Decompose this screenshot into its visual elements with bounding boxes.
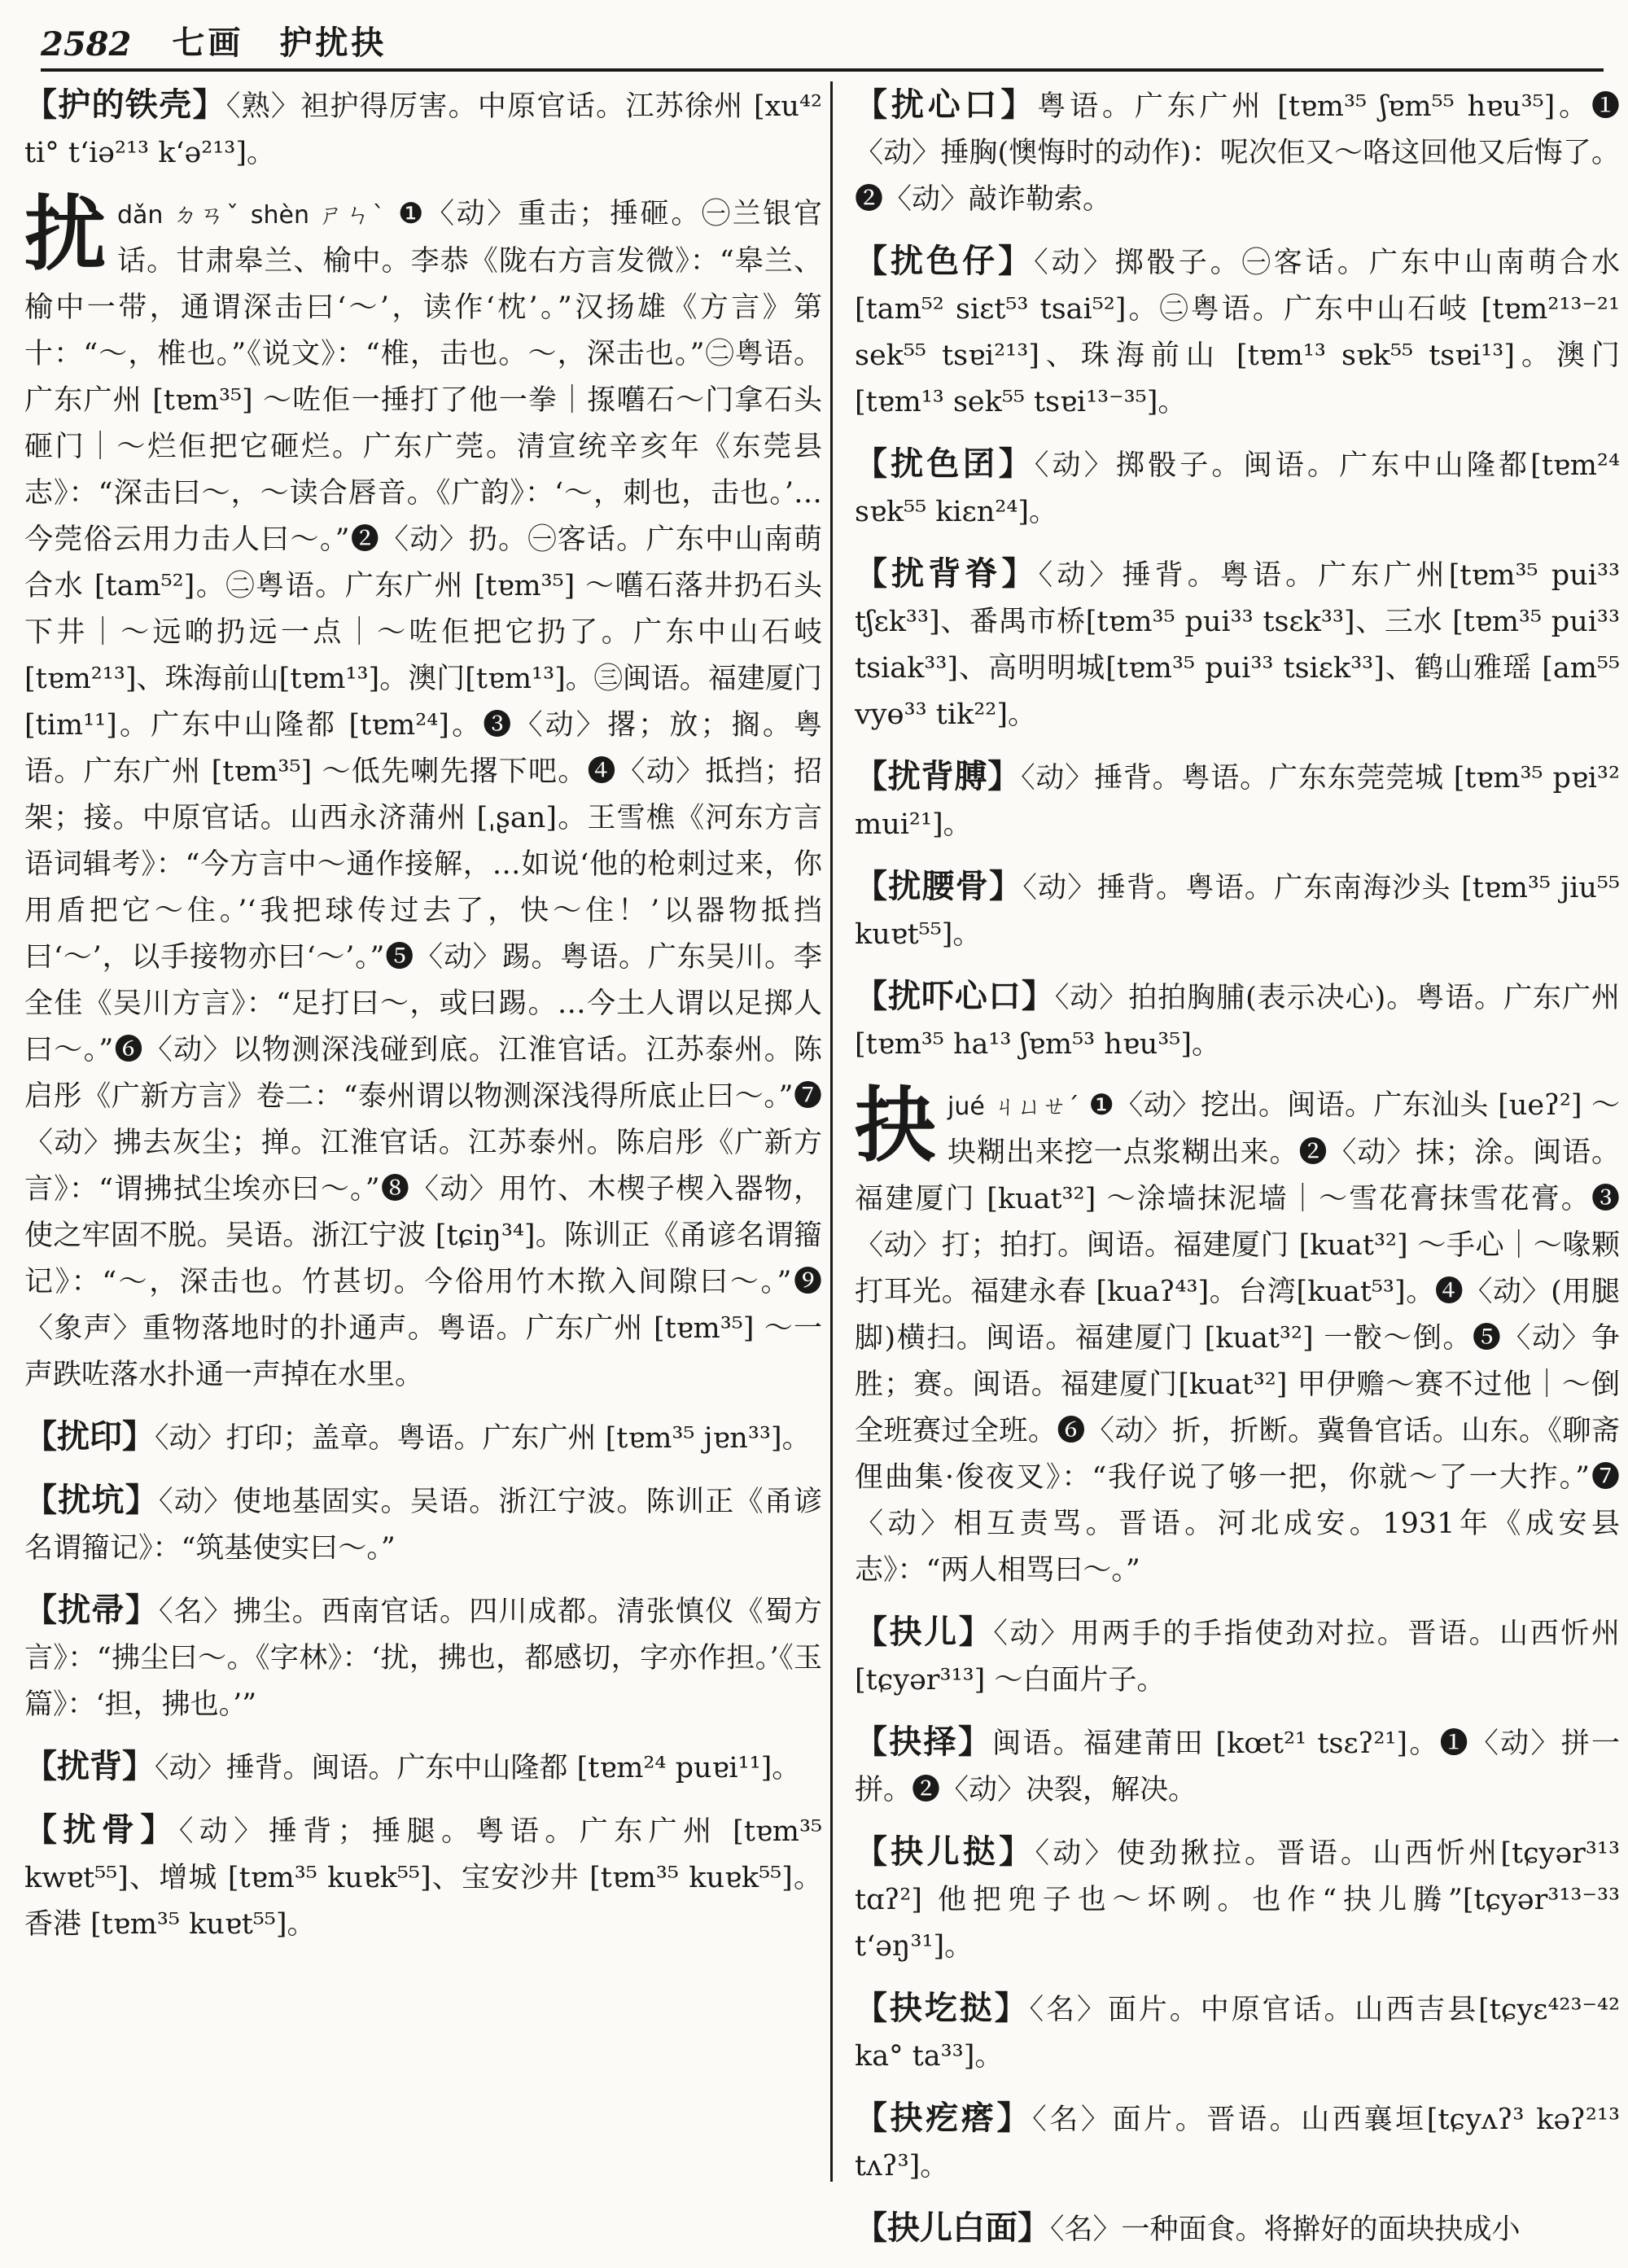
dictionary-entry: [24, 1587, 822, 1728]
definition: 〈动〉捶背。粤语。广东南海沙头 [tɐm³⁵ jiu⁵⁵ kuɐt⁵⁵]。: [855, 872, 1620, 951]
dictionary-entry: [855, 440, 1620, 536]
headword-character: 扰: [24, 186, 106, 282]
dictionary-entry: [24, 186, 822, 1399]
headword: 【扰色囝】: [855, 444, 1035, 483]
definition: 〈动〉捶背；捶腿。粤语。广东广州 [tɐm³⁵ kwɐt⁵⁵]、增城 [tɐm³⁵ kuɐk⁵⁵]、宝安沙井 [tɐm³⁵ kuɐk⁵⁵]。香港 [tɐm³⁵ kuɐt⁵⁵]。: [24, 1815, 823, 1941]
column-divider: [830, 81, 833, 2182]
headword: 【抉儿白面】: [855, 2209, 1050, 2247]
left-column: [24, 81, 822, 1963]
definition: 闽语。福建莆田 [kœt²¹ tsɛʔ²¹]。❶〈动〉拼一拼。❷〈动〉决裂，解决。: [855, 1727, 1620, 1806]
headword: 【抉圪挞】: [855, 1989, 1030, 2027]
headword: 【扰背膊】: [855, 757, 1022, 795]
headword: 【扰坑】: [24, 1481, 159, 1519]
headword: 【抉疙瘩】: [855, 2099, 1033, 2137]
headword: 【扰腰骨】: [855, 867, 1023, 905]
dictionary-entry: [855, 550, 1620, 738]
definition: 〈动〉捶背。闽语。广东中山隆都 [tɐm²⁴ puɐi¹¹]。: [155, 1752, 801, 1784]
definition: 〈动〉掷骰子。㊀客话。广东中山南萌合水 [tam⁵² siɛt⁵³ tsai⁵²]。㊁粤语。广东中山石岐 [tɐm²¹³⁻²¹ sek⁵⁵ tsɐi²¹³]、珠海前山 [tɐm¹³ sɐk⁵⁵ tsɐi¹³]。澳门 [tɐm¹³ sek⁵⁵ tsɐi¹³⁻³⁵]。: [855, 247, 1620, 418]
definition: 〈动〉掷骰子。闽语。广东中山隆都[tɐm²⁴ sɐk⁵⁵ kiɛn²⁴]。: [855, 449, 1620, 528]
definition: 〈名〉一种面食。将擀好的面块抉成小: [1050, 2213, 1521, 2246]
dictionary-entry: [855, 863, 1620, 958]
definition: 粤语。广东广州 [tɐm³⁵ ʃɐm⁵⁵ hɐu³⁵]。❶〈动〉捶胸(懊悔时的动作)：呢次佢又～咯这回他又后悔了。❷〈动〉敲诈勒索。: [855, 90, 1620, 216]
headword: 【扰色仔】: [855, 242, 1035, 280]
definition: 〈动〉使地基固实。吴语。浙江宁波。陈训正《甬谚名谓籀记》：“筑基使实曰～。”: [24, 1486, 822, 1565]
definition: 〈名〉拂尘。西南官话。四川成都。清张慎仪《蜀方言》：“拂尘曰～。《字林》：‘扰，拂也，都感切，字亦作担。’《玉篇》：‘担，拂也。’”: [24, 1596, 822, 1721]
headword: 【扰背】: [24, 1747, 155, 1785]
dictionary-entry: [24, 1477, 822, 1572]
headword: 【扰吓心口】: [855, 977, 1055, 1015]
headword-character: 抉: [855, 1077, 936, 1173]
dictionary-entry: [24, 1413, 822, 1462]
headword: 【扰印】: [24, 1417, 155, 1456]
definition: 〈熟〉袒护得厉害。中原官话。江苏徐州 [xu⁴² ti° tʻiə²¹³ kʻə²¹³]。: [24, 90, 823, 169]
dictionary-entry: [855, 2205, 1620, 2253]
definition: 〈动〉捶背。粤语。广东广州[tɐm³⁵ pui³³ tʃɛk³³]、番禺市桥[tɐm³⁵ pui³³ tsɛk³³]、三水 [tɐm³⁵ pui³³ tsiak³³]、高明明城[tɐm³⁵ pui³³ tsiɛk³³]、鹤山雅瑶 [am⁵⁵ vyɵ³³ tik²²]。: [855, 559, 1621, 731]
headword: 【抉儿】: [855, 1613, 994, 1651]
headword: 【扰帚】: [24, 1591, 159, 1629]
dictionary-entry: [855, 81, 1620, 223]
headword: 【抉择】: [855, 1723, 993, 1761]
dictionary-entry: [24, 1806, 822, 1948]
pinyin: jué ㄐㄩㄝˊ: [947, 1092, 1080, 1121]
dictionary-entry: [855, 1985, 1620, 2080]
definition: 〈名〉面片。中原官话。山西吉县[tɕyɛ⁴²³⁻⁴² ka° ta³³]。: [855, 1994, 1621, 2073]
definition: 〈动〉拍拍胸脯(表示决心)。粤语。广东广州 [tɐm³⁵ ha¹³ ʃɐm⁵³ hɐu³⁵]。: [855, 982, 1620, 1061]
dictionary-entry: [855, 973, 1620, 1068]
headword: 【扰背脊】: [855, 554, 1039, 593]
dictionary-entry: [855, 1719, 1620, 1814]
definition: 〈动〉打印；盖章。粤语。广东广州 [tɐm³⁵ jɐn³³]。: [155, 1422, 811, 1455]
pinyin: dǎn ㄉㄢˇ shèn ㄕㄣˋ: [117, 201, 387, 230]
definition: 〈动〉捶背。粤语。广东东莞莞城 [tɐm³⁵ pɐi³² mui²¹]。: [855, 762, 1620, 841]
dictionary-entry: [855, 1609, 1620, 1704]
definition: 〈动〉用两手的手指使劲对拉。晋语。山西忻州 [tɕyər³¹³] ～白面片子。: [855, 1618, 1620, 1697]
page-title: 七画 护扰抉: [172, 24, 387, 62]
dictionary-entry: [855, 2095, 1620, 2190]
dictionary-entry: [24, 1743, 822, 1792]
headword: 【扰心口】: [855, 85, 1038, 124]
right-column: [855, 81, 1620, 2268]
definition: ❶〈动〉挖出。闽语。广东汕头 [ueʔ²] ～块糊出来挖一点浆糊出来。❷〈动〉抹；涂。闽语。福建厦门 [kuat³²] ～涂墙抹泥墙｜～雪花膏抹雪花膏。❸〈动〉打；拍打。闽语。福建厦门 [kuat³²] ～手心｜～喙颗打耳光。福建永春 [kuaʔ⁴³]。台湾[kuat⁵³]。❹〈动〉(用腿脚)横扫。闽语。福建厦门 [kuat³²] 一骹～倒。❺〈动〉争胜；赛。闽语。福建厦门[kuat³²] 甲伊赡～赛不过他｜～倒全班赛过全班。❻〈动〉折，折断。冀鲁官话。山东。《聊斋俚曲集·俊夜叉》：“我仔说了够一把，你就～了一大拃。”❼〈动〉相互责骂。晋语。河北成安。1931年《成安县志》：“两人相骂曰～。”: [855, 1089, 1620, 1587]
dictionary-entry: [24, 81, 822, 177]
page-header: [41, 8, 1604, 72]
headword: 【扰骨】: [24, 1810, 179, 1849]
definition: ❶〈动〉重击；捶砸。㊀兰银官话。甘肃皋兰、榆中。李恭《陇右方言发微》：“皋兰、榆中一带，通谓深击曰‘～’，读作‘枕’。”汉扬雄《方言》第十：“～，椎也。”《说文》：“椎，击也。～，深击也。”㊁粤语。广东广州 [tɐm³⁵] ～咗佢一捶打了他一拳｜揼嚿石～门拿石头砸门｜～烂佢把它砸烂。广东广莞。清宣统辛亥年《东莞县志》：“深击曰～，～读合唇音。《广韵》：‘～，刺也，击也。’…今莞俗云用力击人曰～。”❷〈动〉扔。㊀客话。广东中山南萌合水 [tam⁵²]。㊁粤语。广东广州 [tɐm³⁵] ～嚿石落井扔石头下井｜～远啲扔远一点｜～咗佢把它扔了。广东中山石岐 [tɐm²¹³]、珠海前山[tɐm¹³]。澳门[tɐm¹³]。㊂闽语。福建厦门[tim¹¹]。广东中山隆都 [tɐm²⁴]。❸〈动〉撂；放；搁。粤语。广东广州 [tɐm³⁵] ～低先喇先撂下吧。❹〈动〉抵挡；招架；接。中原官话。山西永济蒲州 [ˌʂan]。王雪樵《河东方言语词辑考》：“今方言中～通作接解，…如说‘他的枪刺过来，你用盾把它～住。’‘我把球传过去了，快～住！’以器物抵挡曰‘～’，以手接物亦曰‘～’。”❺〈动〉踢。粤语。广东吴川。李全佳《吴川方言》：“足打曰～，或曰踢。…今土人谓以足掷人曰～。”❻〈动〉以物测深浅碰到底。江淮官话。江苏泰州。陈启彤《广新方言》卷二：“泰州谓以物测深浅得所底止曰～。”❼〈动〉拂去灰尘；掸。江淮官话。江苏泰州。陈启彤《广新方言》：“谓拂拭尘埃亦曰～。”❽〈动〉用竹、木楔子楔入器物，使之牢固不脱。吴语。浙江宁波 [tɕiŋ³⁴]。陈训正《甬谚名谓籀记》：“～，深击也。竹甚切。今俗用竹木揿入间隙曰～。”❾〈象声〉重物落地时的扑通声。粤语。广东广州 [tɐm³⁵] ～一声跌咗落水扑通一声掉在水里。: [24, 198, 822, 1391]
definition: 〈动〉使劲揪拉。晋语。山西忻州[tɕyər³¹³ tɑʔ²] 他把兜子也～坏咧。也作“抉儿腾”[tɕyər³¹³⁻³³ tʻəŋ³¹]。: [855, 1837, 1620, 1963]
page-number: 2582: [41, 25, 132, 63]
headword: 【护的铁壳】: [24, 85, 226, 124]
dictionary-entry: [855, 1077, 1620, 1594]
dictionary-entry: [855, 238, 1620, 426]
headword: 【抉儿挞】: [855, 1832, 1035, 1871]
dictionary-entry: [855, 753, 1620, 848]
dictionary-entry: [855, 1828, 1620, 1970]
definition: 〈名〉面片。晋语。山西襄垣[tɕyʌʔ³ kəʔ²¹³ tʌʔ³]。: [855, 2104, 1620, 2183]
